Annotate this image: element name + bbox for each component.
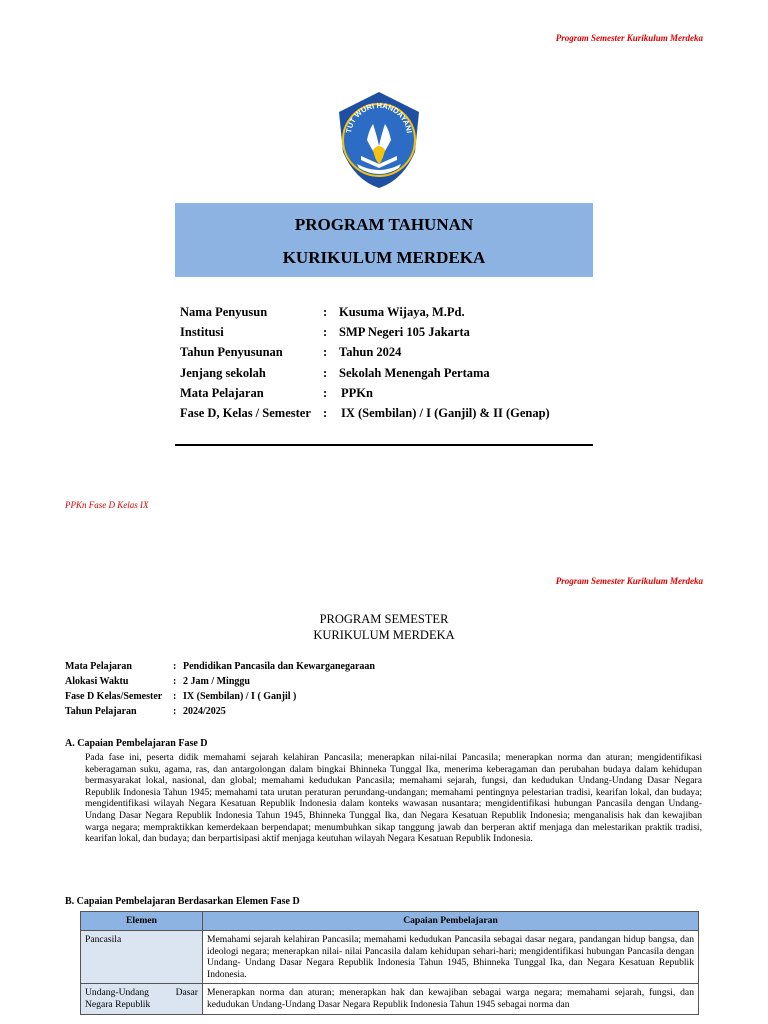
- header-note-page2: Program Semester Kurikulum Merdeka: [555, 576, 703, 586]
- info-row: Tahun Penyusunan : Tahun 2024: [180, 345, 402, 360]
- cell-elemen: Pancasila: [81, 931, 203, 984]
- section-a-title: A. Capaian Pembelajaran Fase D: [65, 738, 208, 749]
- cell-capaian: Menerapkan norma dan aturan; menerapkan hak dan kewajiban sebagai warga negara; memahami sejarah, fungsi, dan kedudukan Undang-Undang Dasar Negara Republik Indonesia Tahun 1945 sebagai norma dan: [203, 984, 699, 1014]
- meta-row: Alokasi Waktu : 2 Jam / Minggu: [65, 676, 250, 687]
- info-row: Fase D, Kelas / Semester : IX (Sembilan) / I (Ganjil) & II (Genap): [180, 405, 550, 420]
- meta-block: [65, 659, 375, 719]
- program-tahunan-title-box: [175, 203, 593, 277]
- title-line-2: KURIKULUM MERDEKA: [282, 248, 486, 267]
- meta-row: Mata Pelajaran : Pendidikan Pancasila dan Kewarganegaraan: [65, 661, 375, 672]
- col-header-elemen: Elemen: [81, 912, 203, 931]
- meta-row: Tahun Pelajaran : 2024/2025: [65, 706, 226, 717]
- title-line-1: PROGRAM TAHUNAN: [294, 215, 474, 234]
- table-row: [81, 984, 699, 1014]
- logo-text: TUT WURI HANDAYANI: [344, 100, 414, 134]
- meta-row: Fase D Kelas/Semester : IX (Sembilan) / I ( Ganjil ): [65, 691, 297, 702]
- section-a-text: Pada fase ini, peserta didik memahami sejarah kelahiran Pancasila; menerapkan nilai-nilai Pancasila; menerapkan norma dan aturan; mengidentifikasi keberagaman suku, agama, ras, dan antargolongan dalam bingkai Bhinneka Tunggal Ika, menerima keberagaman dan perubahan budaya dalam kehidupan bermasyarakat lokal, nasional, dan global; memahami kedudukan Pancasila; memahami sejarah, fungsi, dan kedudukan Undang-Undang Dasar Negara Republik Indonesia Tahun 1945; memahami tata urutan peraturan perundang-undangan; memahami pentingnya pelestarian tradisi, kearifan lokal, dan budaya; mengidentifikasi wilayah Negara Kesatuan Republik Indonesia dalam konteks wawasan nusantara; mengidentifikasi hubungan Pancasila dengan Undang-Undang Dasar Negara Republik Indonesia Tahun 1945, Bhinneka Tunggal Ika, dan Negara Kesatuan Republik Indonesia; menganalisis hak dan kewajiban warga negara; mempraktikkan kemerdekaan berpendapat; menumbuhkan sikap tanggung jawab dan berperan aktif menjaga dan melestarikan praktik tradisi, kearifan lokal, dan budaya; dan berpartisipasi aktif menjaga keutuhan wilayah Negara Kesatuan Republik Indonesia.: [85, 752, 702, 845]
- info-row: Institusi : SMP Negeri 105 Jakarta: [180, 325, 470, 340]
- cell-elemen: Undang-Undang Dasar Negara Republik: [81, 984, 203, 1014]
- tut-wuri-handayani-logo: [333, 90, 425, 190]
- section-b-title: B. Capaian Pembelajaran Berdasarkan Elemen Fase D: [65, 896, 300, 907]
- info-block: [180, 302, 550, 423]
- program-semester-title: PROGRAM SEMESTER KURIKULUM MERDEKA: [313, 612, 455, 642]
- table-row: [81, 931, 699, 984]
- header-note: Program Semester Kurikulum Merdeka: [555, 33, 703, 43]
- col-header-capaian: Capaian Pembelajaran: [203, 912, 699, 931]
- info-row: Jenjang sekolah : Sekolah Menengah Pertama: [180, 365, 490, 380]
- info-row: Mata Pelajaran : PPKn: [180, 385, 373, 400]
- footer-note: PPKn Fase D Kelas IX: [65, 500, 149, 510]
- info-row: Nama Penyusun : Kusuma Wijaya, M.Pd.: [180, 305, 465, 319]
- divider-line: [175, 444, 593, 446]
- capaian-table: [80, 911, 699, 1015]
- cell-capaian: Memahami sejarah kelahiran Pancasila; memahami kedudukan Pancasila sebagai dasar negara, pandangan hidup bangsa, dan ideologi negara; menerapkan nilai- nilai Pancasila dalam kehidupan sehari-hari; mengidentifikasi hubungan Pancasila dengan Undang- Undang Dasar Negara Republik Indonesia Tahun 1945, Bhinneka Tunggal Ika, dan Negara Kesatuan Republik Indonesia.: [203, 931, 699, 984]
